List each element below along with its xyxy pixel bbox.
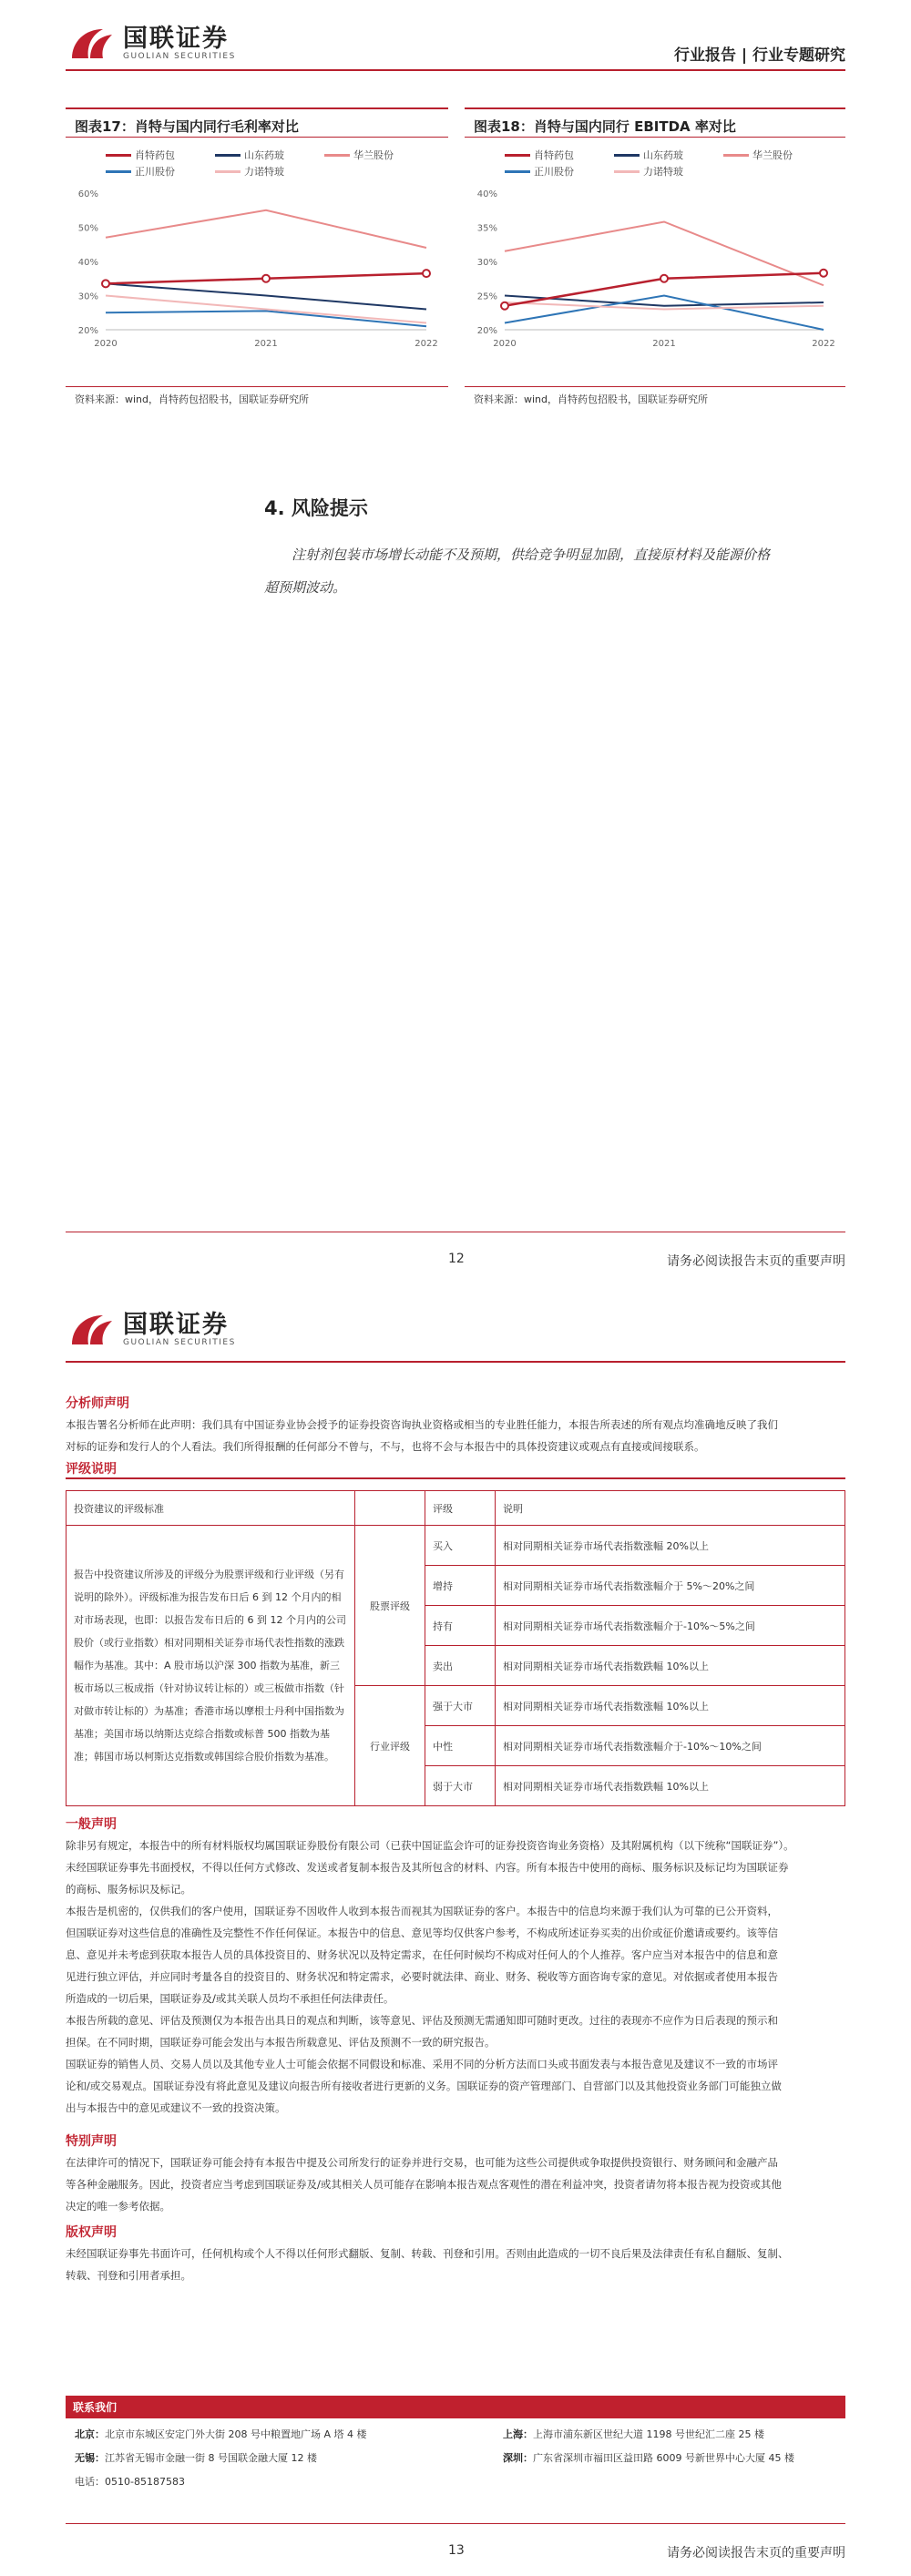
fig17-y-tick-label: 60% bbox=[77, 189, 98, 199]
company-logo-p2 bbox=[68, 1312, 236, 1348]
fig18-y-tick-label: 30% bbox=[476, 258, 497, 268]
rating-desc-cell: 相对同期相关证券市场代表指数跌幅 10%以上 bbox=[496, 1646, 845, 1686]
analyst-statement-heading: 分析师声明 bbox=[66, 1396, 129, 1411]
general-line: 见进行独立评估，并应同时考量各自的投资目的、财务状况和特定需求，必要时就法律、商业、财务、税收等方面咨询专家的意见。对依据或者使用本报告 bbox=[66, 1970, 778, 1983]
table-row bbox=[67, 1526, 845, 1566]
fig17-y-tick-label: 20% bbox=[77, 326, 98, 336]
fig18-y-tick-label: 40% bbox=[476, 189, 497, 199]
general-line: 论和/或交易观点。国联证券没有将此意见及建议向报告所有接收者进行更新的义务。国联证券的资产管理部门、自营部门以及其他投资业务部门可能独立做 bbox=[66, 2080, 782, 2092]
general-line: 未经国联证券事先书面授权，不得以任何方式修改、发送或者复制本报告及其所包含的材料、内容。所有本报告中使用的商标、服务标识及标记均为国联证券 bbox=[66, 1861, 789, 1874]
general-line: 除非另有规定，本报告中的所有材料版权均属国联证券股份有限公司（已获中国证监会许可的证券投资咨询业务资格）及其附属机构（以下统称“国联证券”）。 bbox=[66, 1839, 794, 1852]
contact-beijing: 北京：北京市东城区安定门外大街 208 号中粮置地广场 A 塔 4 楼 bbox=[75, 2428, 367, 2440]
section-title-risk: 4. 风险提示 bbox=[264, 497, 368, 519]
fig17-top-rule bbox=[66, 107, 448, 109]
fig17-legend-item-1: 山东药玻 bbox=[215, 148, 284, 162]
rating-col-rating-head: 评级 bbox=[425, 1491, 496, 1526]
rating-standard-text: 报告中投资建议所涉及的评级分为股票评级和行业评级（另有说明的除外）。评级标准为报告发布日后 6 到 12 个月内的相对市场表现，也即：以报告发布日后的 6 到 12 个月内的公司股价（或行业指数）相对同期相关证券市场代表性指数的涨跌幅作为基准。其中：A 股市场以沪深 300 指数为基准，新三板市场以三板成指（针对协议转让标的）或三板做市指数（针对做市转让标的）为基准；香港市场以摩根士丹利中国指数为基准；美国市场以纳斯达克综合指数或标普 500 指数为基准；韩国市场以柯斯达克指数或韩国综合股价指数为基准。 bbox=[67, 1526, 355, 1806]
fig17-title-rule bbox=[66, 137, 448, 138]
stock-rating-group: 股票评级 bbox=[355, 1526, 425, 1686]
fig18-bottom-rule bbox=[465, 386, 845, 387]
logo-text-en: GUOLIAN SECURITIES bbox=[123, 1338, 236, 1347]
fig17-legend-item-0: 肖特药包 bbox=[106, 148, 175, 162]
fig17-series-point bbox=[102, 280, 109, 287]
rating-cell: 中性 bbox=[425, 1726, 496, 1766]
risk-text-line-1: 注射剂包装市场增长动能不及预期，供给竞争明显加剧，直接原材料及能源价格 bbox=[292, 547, 771, 563]
fig17-x-tick-label: 2022 bbox=[415, 339, 438, 349]
contact-wuxi: 无锡：江苏省无锡市金融一街 8 号国联金融大厦 12 楼 bbox=[75, 2452, 317, 2464]
fig17-source: 资料来源：wind，肖特药包招股书，国联证券研究所 bbox=[75, 394, 310, 405]
fig18-series-point bbox=[660, 275, 668, 282]
fig17-series-point bbox=[423, 270, 430, 277]
fig17-series-line-1 bbox=[106, 283, 426, 309]
page13-footer-rule bbox=[66, 2523, 845, 2524]
general-line: 担保。在不同时期，国联证券可能会发出与本报告所载意见、评估及预测不一致的研究报告。 bbox=[66, 2036, 496, 2049]
general-line: 本报告所载的意见、评估及预测仅为本报告出具日的观点和判断，该等意见、评估及预测无需通知即可随时更改。过往的表现亦不应作为日后表现的预示和 bbox=[66, 2014, 778, 2027]
fig18-y-tick-label: 35% bbox=[476, 223, 497, 234]
analyst-statement-line-2: 对标的证券和发行人的个人看法。我们所得报酬的任何部分不曾与，不与，也将不会与本报告中的具体投资建议或观点有直接或间接联系。 bbox=[66, 1440, 705, 1453]
fig17-x-tick-label: 2020 bbox=[94, 339, 118, 349]
fig18-y-tick-label: 20% bbox=[476, 326, 497, 336]
logo-text-en: GUOLIAN SECURITIES bbox=[123, 52, 236, 61]
fig17-series-point bbox=[262, 275, 270, 282]
rating-cell: 买入 bbox=[425, 1526, 496, 1566]
rating-desc-cell: 相对同期相关证券市场代表指数跌幅 10%以上 bbox=[496, 1766, 845, 1806]
fig17-title: 图表17：肖特与国内同行毛利率对比 bbox=[75, 118, 299, 135]
fig18-top-rule bbox=[465, 107, 845, 109]
rating-desc-cell: 相对同期相关证券市场代表指数涨幅介于-10%～10%之间 bbox=[496, 1726, 845, 1766]
header-report-type: 行业报告 | 行业专题研究 bbox=[673, 46, 845, 65]
fig18-legend-item-2: 华兰股份 bbox=[723, 148, 793, 162]
rating-desc-cell: 相对同期相关证券市场代表指数涨幅 10%以上 bbox=[496, 1686, 845, 1726]
page-number-13: 13 bbox=[448, 2543, 465, 2558]
contact-phone: 电话：0510-85187583 bbox=[75, 2476, 185, 2488]
fig18-legend-item-1: 山东药玻 bbox=[614, 148, 683, 162]
logo-text-cn: 国联证券 bbox=[123, 1311, 229, 1339]
fig17-legend-item-3: 正川股份 bbox=[106, 164, 175, 179]
p2-header-rule bbox=[66, 1361, 845, 1363]
general-statement-heading: 一般声明 bbox=[66, 1817, 117, 1832]
fig17-y-tick-label: 50% bbox=[77, 223, 98, 234]
fig17-series-line-2 bbox=[106, 210, 426, 248]
rating-cell: 卖出 bbox=[425, 1646, 496, 1686]
copyright-line: 未经国联证券事先书面许可，任何机构或个人不得以任何形式翻版、复制、转载、刊登和引用。否则由此造成的一切不良后果及法律责任有私自翻版、复制、 bbox=[66, 2247, 789, 2260]
analyst-statement-line-1: 本报告署名分析师在此声明：我们具有中国证券业协会授予的证券投资咨询执业资格或相当的专业胜任能力，本报告所表述的所有观点均准确地反映了我们 bbox=[66, 1418, 778, 1431]
copyright-heading: 版权声明 bbox=[66, 2225, 117, 2240]
general-statement-body bbox=[66, 1835, 867, 2119]
fig18-source: 资料来源：wind，肖特药包招股书，国联证券研究所 bbox=[474, 394, 709, 405]
page12-footer-note: 请务必阅读报告末页的重要声明 bbox=[667, 1254, 845, 1269]
page-number-12: 12 bbox=[448, 1252, 465, 1266]
general-line: 所造成的一切后果，国联证券及/或其关联人员均不承担任何法律责任。 bbox=[66, 1992, 394, 2005]
fig18-legend-item-4: 力诺特玻 bbox=[614, 164, 683, 179]
guolian-logo-mark-icon bbox=[68, 1312, 116, 1348]
fig17-series-line-4 bbox=[106, 296, 426, 323]
fig18-x-tick-label: 2022 bbox=[812, 339, 835, 349]
logo-text-cn: 国联证券 bbox=[123, 25, 229, 53]
company-logo bbox=[68, 26, 236, 62]
contact-shenzhen: 深圳：广东省深圳市福田区益田路 6009 号新世界中心大厦 45 楼 bbox=[503, 2452, 794, 2464]
fig18-y-tick-label: 25% bbox=[476, 291, 497, 302]
fig18-x-tick-label: 2021 bbox=[652, 339, 676, 349]
risk-text-line-2: 超预期波动。 bbox=[264, 579, 347, 596]
fig18-series-line-3 bbox=[505, 296, 824, 331]
rating-desc-cell: 相对同期相关证券市场代表指数涨幅介于-10%～5%之间 bbox=[496, 1606, 845, 1646]
general-line: 但国联证券对这些信息的准确性及完整性不作任何保证。本报告中的信息、意见等均仅供客户参考，不构成所述证券买卖的出价或征价邀请或要约。该等信 bbox=[66, 1927, 778, 1939]
fig18-series-point bbox=[820, 270, 827, 277]
contact-heading: 联系我们 bbox=[66, 2396, 845, 2418]
general-line: 本报告是机密的，仅供我们的客户使用，国联证券不因收件人收到本报告而视其为国联证券的客户。本报告中的信息均来源于我们认为可靠的已公开资料， bbox=[66, 1905, 778, 1917]
fig18-x-tick-label: 2020 bbox=[493, 339, 517, 349]
fig17-y-tick-label: 30% bbox=[77, 291, 98, 302]
header-rule bbox=[66, 69, 845, 71]
rating-col-desc-head: 说明 bbox=[496, 1491, 845, 1526]
fig18-title-rule bbox=[465, 137, 845, 138]
rating-heading: 评级说明 bbox=[66, 1462, 117, 1477]
general-line: 的商标、服务标识及标记。 bbox=[66, 1883, 191, 1896]
industry-rating-group: 行业评级 bbox=[355, 1686, 425, 1806]
fig18-plot bbox=[465, 184, 845, 366]
rating-cell: 持有 bbox=[425, 1606, 496, 1646]
rating-cell: 增持 bbox=[425, 1566, 496, 1606]
rating-col-group-head bbox=[355, 1491, 425, 1526]
special-line: 等各种金融服务。因此，投资者应当考虑到国联证券及/或其相关人员可能存在影响本报告观点客观性的潜在利益冲突，投资者请勿将本报告视为投资或其他 bbox=[66, 2178, 782, 2191]
fig18-title: 图表18：肖特与国内同行 EBITDA 率对比 bbox=[474, 118, 736, 135]
fig18-chart bbox=[465, 138, 845, 384]
rating-desc-cell: 相对同期相关证券市场代表指数涨幅介于 5%～20%之间 bbox=[496, 1566, 845, 1606]
general-line: 息、意见并未考虑到获取本报告人员的具体投资目的、财务状况以及特定需求，在任何时候均不构成对任何人的个人推荐。客户应当对本报告中的信息和意 bbox=[66, 1948, 778, 1961]
rating-table bbox=[66, 1490, 845, 1806]
general-line: 国联证券的销售人员、交易人员以及其他专业人士可能会依据不同假设和标准、采用不同的分析方法而口头或书面发表与本报告意见及建议不一致的市场评 bbox=[66, 2058, 778, 2070]
fig17-chart bbox=[66, 138, 448, 384]
special-line: 在法律许可的情况下，国联证券可能会持有本报告中提及公司所发行的证券并进行交易，也可能为这些公司提供或争取提供投资银行、财务顾问和金融产品 bbox=[66, 2156, 778, 2169]
fig17-legend-item-4: 力诺特玻 bbox=[215, 164, 284, 179]
special-statement-body bbox=[66, 2152, 867, 2217]
copyright-line: 转载、刊登和引用者承担。 bbox=[66, 2269, 191, 2282]
fig17-y-tick-label: 40% bbox=[77, 258, 98, 268]
rating-cell: 强于大市 bbox=[425, 1686, 496, 1726]
rating-rule bbox=[66, 1477, 845, 1479]
fig17-x-tick-label: 2021 bbox=[254, 339, 278, 349]
fig17-bottom-rule bbox=[66, 386, 448, 387]
special-statement-heading: 特别声明 bbox=[66, 2134, 117, 2149]
contact-shanghai: 上海：上海市浦东新区世纪大道 1198 号世纪汇二座 25 楼 bbox=[503, 2428, 764, 2440]
fig18-legend-item-3: 正川股份 bbox=[505, 164, 574, 179]
copyright-body bbox=[66, 2243, 867, 2286]
fig17-plot bbox=[66, 184, 448, 366]
general-line: 出与本报告中的意见或建议不一致的投资决策。 bbox=[66, 2101, 286, 2114]
special-line: 决定的唯一参考依据。 bbox=[66, 2200, 170, 2213]
rating-desc-cell: 相对同期相关证券市场代表指数涨幅 20%以上 bbox=[496, 1526, 845, 1566]
fig18-series-point bbox=[501, 302, 508, 310]
rating-table-header bbox=[67, 1491, 845, 1526]
guolian-logo-mark-icon bbox=[68, 26, 116, 62]
rating-cell: 弱于大市 bbox=[425, 1766, 496, 1806]
fig17-legend-item-2: 华兰股份 bbox=[324, 148, 394, 162]
fig18-legend-item-0: 肖特药包 bbox=[505, 148, 574, 162]
page13-footer-note: 请务必阅读报告末页的重要声明 bbox=[667, 2546, 845, 2561]
rating-col-standard-head: 投资建议的评级标准 bbox=[67, 1491, 355, 1526]
